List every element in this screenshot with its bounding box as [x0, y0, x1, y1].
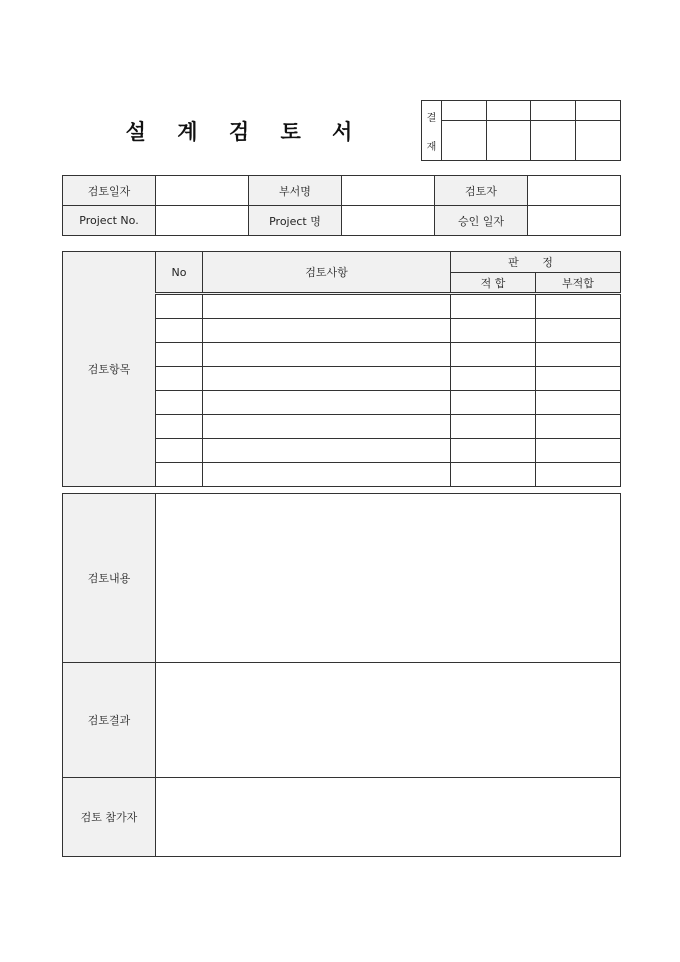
- row-item-cell[interactable]: [203, 294, 451, 319]
- row-no-cell[interactable]: [156, 319, 203, 343]
- row-item-cell[interactable]: [203, 463, 451, 487]
- approval-sign-cell[interactable]: [442, 121, 487, 161]
- review-items-table: [62, 251, 621, 487]
- document-title: 설 계 검 토 서: [125, 120, 365, 144]
- approval-label-cell: [422, 101, 442, 161]
- row-pass-cell[interactable]: [451, 463, 536, 487]
- item-header: 검토사항: [203, 252, 451, 294]
- row-fail-cell[interactable]: [536, 343, 621, 367]
- approval-title-cell[interactable]: [531, 101, 576, 121]
- dept-label: 부서명: [249, 176, 342, 206]
- row-item-cell[interactable]: [203, 391, 451, 415]
- row-item-cell[interactable]: [203, 319, 451, 343]
- row-fail-cell[interactable]: [536, 463, 621, 487]
- participants-area[interactable]: [156, 778, 621, 857]
- row-pass-cell[interactable]: [451, 415, 536, 439]
- approval-title-cell[interactable]: [576, 101, 621, 121]
- reviewer-label: 검토자: [435, 176, 528, 206]
- project-no-label: Project No.: [63, 206, 156, 236]
- reviewer-value[interactable]: [528, 176, 621, 206]
- row-pass-cell[interactable]: [451, 319, 536, 343]
- approval-sign-cell[interactable]: [576, 121, 621, 161]
- row-no-cell[interactable]: [156, 367, 203, 391]
- approval-sign-cell[interactable]: [487, 121, 531, 161]
- review-detail-table: [62, 493, 621, 857]
- row-pass-cell[interactable]: [451, 391, 536, 415]
- approval-label-top: 결: [426, 112, 437, 124]
- row-fail-cell[interactable]: [536, 439, 621, 463]
- judgment-header: 판 정: [451, 252, 621, 273]
- row-no-cell[interactable]: [156, 415, 203, 439]
- row-pass-cell[interactable]: [451, 343, 536, 367]
- row-item-cell[interactable]: [203, 439, 451, 463]
- approval-box: [421, 100, 621, 161]
- approval-label-bottom: 재: [426, 141, 437, 153]
- review-items-label: 검토항목: [63, 252, 156, 487]
- project-name-label: Project 명: [249, 206, 342, 236]
- row-fail-cell[interactable]: [536, 294, 621, 319]
- approval-title-cell[interactable]: [487, 101, 531, 121]
- review-result-label: 검토결과: [63, 663, 156, 778]
- project-no-value[interactable]: [156, 206, 249, 236]
- row-pass-cell[interactable]: [451, 294, 536, 319]
- row-item-cell[interactable]: [203, 367, 451, 391]
- row-fail-cell[interactable]: [536, 319, 621, 343]
- row-item-cell[interactable]: [203, 343, 451, 367]
- review-content-area[interactable]: [156, 494, 621, 663]
- row-fail-cell[interactable]: [536, 391, 621, 415]
- pass-header: 적 합: [451, 273, 536, 294]
- row-fail-cell[interactable]: [536, 367, 621, 391]
- row-pass-cell[interactable]: [451, 367, 536, 391]
- project-name-value[interactable]: [342, 206, 435, 236]
- participants-label: 검토 참가자: [63, 778, 156, 857]
- review-content-label: 검토내용: [63, 494, 156, 663]
- review-date-label: 검토일자: [63, 176, 156, 206]
- row-no-cell[interactable]: [156, 463, 203, 487]
- approval-date-label: 승인 일자: [435, 206, 528, 236]
- review-date-value[interactable]: [156, 176, 249, 206]
- row-no-cell[interactable]: [156, 343, 203, 367]
- row-no-cell[interactable]: [156, 391, 203, 415]
- info-table: [62, 175, 621, 236]
- approval-title-cell[interactable]: [442, 101, 487, 121]
- row-no-cell[interactable]: [156, 439, 203, 463]
- approval-date-value[interactable]: [528, 206, 621, 236]
- dept-value[interactable]: [342, 176, 435, 206]
- approval-sign-cell[interactable]: [531, 121, 576, 161]
- row-pass-cell[interactable]: [451, 439, 536, 463]
- row-fail-cell[interactable]: [536, 415, 621, 439]
- review-result-area[interactable]: [156, 663, 621, 778]
- no-header: No: [156, 252, 203, 294]
- fail-header: 부적합: [536, 273, 621, 294]
- row-item-cell[interactable]: [203, 415, 451, 439]
- row-no-cell[interactable]: [156, 294, 203, 319]
